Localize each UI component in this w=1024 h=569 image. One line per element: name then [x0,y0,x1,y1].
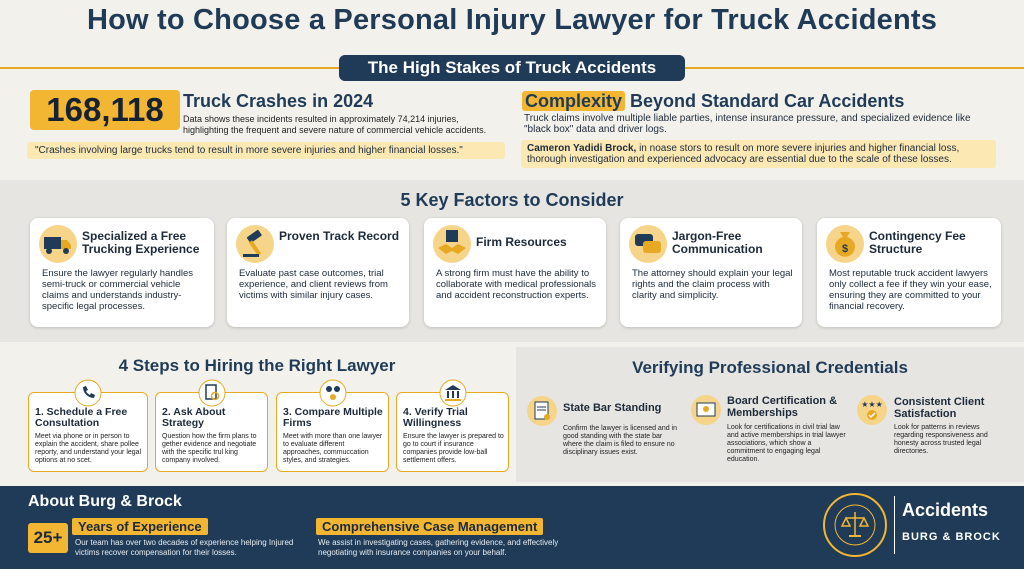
factor-card-title: Specialized a Free Trucking Experience [82,229,200,256]
stars-check-icon [856,394,888,426]
factor-card-title: Jargon-Free Communication [672,229,763,256]
complexity-text: Truck claims involve multiple liable parties, intense insurance pressure, and specialized evidence like "black box" data and driver logs. [524,113,971,135]
step-card [276,392,389,472]
factor-card-text: Most reputable truck accident lawyers only collect a fee if they win your ease, ensuring they are committed to your financial recovery. [829,268,992,312]
brock-quote-text: in noase stors to result on more severe injuries and higher financial loss, thorough investigation and experienced advocacy are essential due to the scale of these losses. [527,143,960,165]
years-title: Years of Experience [72,518,208,535]
crash-heading: Truck Crashes in 2024 [183,91,374,111]
step-title: 1. Schedule a Free Consultation [35,406,128,429]
certificate-icon [526,395,558,427]
about-heading: About Burg & Brock [28,493,182,510]
courthouse-icon [439,379,467,407]
people-group-icon [319,379,347,407]
step-title: 2. Ask About Strategy [162,406,226,429]
credential-text: Confirm the lawyer is licensed and in good standing with the state bar where the claim is filed to ensure no disciplinary issues exist. [563,425,677,456]
crash-count: 168,118 [30,90,180,130]
crash-text: Data shows these incidents resulted in approximately 74,214 injuries, highlighting the frequent and severe nature of commercial vehicle accidents. [183,114,487,135]
truck-icon [38,224,78,264]
step-text: Meet via phone or in person to explain the accident, share pollee reporty, and understand your legal options at no scet. [35,433,142,464]
logo-name: Accidents [902,500,989,520]
factor-card-text: Ensure the lawyer regularly handles semi-truck or commercial vehicle claims and understands industry-specific legal processes. [42,268,194,312]
factor-card-text: A strong firm must have the ability to collaborate with medical professionals and accident reconstruction experts. [436,268,596,301]
complexity-heading [522,91,904,112]
credential-title: Consistent Client Satisfaction [894,396,985,420]
page-title: How to Choose a Personal Injury Lawyer for Truck Accidents [86,4,938,36]
handshake-icon [432,224,472,264]
credential-title: Board Certification & Memberships [727,395,838,419]
document-search-icon [198,379,226,407]
phone-icon [74,379,102,407]
case-title: Comprehensive Case Management [316,518,543,535]
factor-card-text: Evaluate past case outcomes, trial experience, and client reviews from victims with similar injury cases. [239,268,388,301]
step-title: 3. Compare Multiple Firms [283,406,383,429]
logo-divider [894,496,895,554]
factor-card-text: The attorney should explain your legal rights and the claim process with clarity and simplicity. [632,268,793,301]
stakes-heading: The High Stakes of Truck Accidents [339,55,685,81]
years-badge: 25+ [28,523,68,553]
factor-card [817,218,1001,327]
step-text: Question how the firm plans to gether evidence and negotiate with the specific trul king company involved. [162,433,257,464]
brock-quote-name: Cameron Yadidi Brock, [527,143,637,154]
factor-card [227,218,409,327]
money-bag-icon [825,224,865,264]
complexity-heading-rest: Beyond Standard Car Accidents [625,91,905,111]
complexity-highlight: Complexity [522,91,625,111]
credentials-heading: Verifying Professional Credentials [632,358,908,377]
step-text: Meet with more than one lawyer to evaluate different approaches, commuccation styles, and strategies. [283,433,383,464]
crash-quote: "Crashes involving large trucks tend to result in more severe injuries and higher financial losses." [27,142,505,159]
step-card [396,392,509,472]
factor-card [424,218,606,327]
factor-card [620,218,802,327]
credential-text: Look for certifications in civil trial law and active memberships in trial lawyer associations, which show a commitment to engaging legal education. [727,424,846,463]
factor-card-title: Firm Resources [476,235,567,249]
firm-seal-logo [822,492,888,558]
chat-icon [628,224,668,264]
steps-heading: 4 Steps to Hiring the Right Lawyer [118,356,396,375]
svg-text:★★★: ★★★ [861,400,883,409]
brock-quote [521,140,996,168]
factor-card [30,218,214,327]
factor-card-title: Proven Track Record [279,229,400,243]
step-card [155,392,268,472]
years-text: Our team has over two decades of experience helping Injured victims recover compensation for their losses. [75,538,294,557]
step-card [28,392,148,472]
logo-subtitle: BURG & BROCK [902,531,1001,543]
gavel-icon [235,224,275,264]
credential-text: Look for patterns in reviews regarding responsiveness and honesty across trusted legal directories. [894,424,988,455]
step-text: Ensure the lawyer is prepared to go to court if insurance companies provide low-ball settlement offers. [403,433,504,464]
factors-heading: 5 Key Factors to Consider [400,190,624,210]
svg-text:$: $ [841,243,849,255]
case-text: We assist in investigating cases, gathering evidence, and effectively negotiating with insurance companies on your behalf. [318,538,559,557]
diploma-icon [690,394,722,426]
credential-title: State Bar Standing [563,402,662,414]
factor-card-title: Contingency Fee Structure [869,229,966,256]
step-title: 4. Verify Trial Willingness [403,406,468,429]
